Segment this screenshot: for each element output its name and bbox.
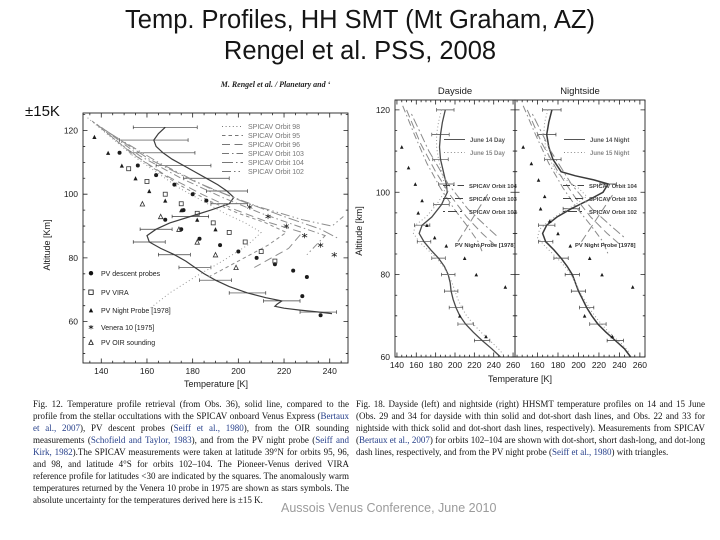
svg-text:100: 100 xyxy=(63,189,78,200)
conference-footer: Aussois Venus Conference, June 2010 xyxy=(281,501,497,515)
svg-text:Temperature [K]: Temperature [K] xyxy=(487,374,553,384)
svg-text:100: 100 xyxy=(375,187,390,198)
svg-text:60: 60 xyxy=(68,316,78,327)
svg-text:220: 220 xyxy=(591,360,607,370)
svg-text:Temperature [K]: Temperature [K] xyxy=(183,379,249,389)
svg-text:160: 160 xyxy=(139,366,155,376)
svg-text:PV OIR sounding: PV OIR sounding xyxy=(101,340,156,347)
svg-text:240: 240 xyxy=(612,360,627,370)
svg-text:PV descent probes: PV descent probes xyxy=(101,271,161,278)
fig18-dayside-nightside-chart xyxy=(352,85,718,395)
svg-text:SPICAV Orbit 103: SPICAV Orbit 103 xyxy=(469,197,517,203)
svg-text:SPICAV Orbit 102: SPICAV Orbit 102 xyxy=(469,210,517,216)
svg-text:120: 120 xyxy=(375,104,390,115)
fig18-caption: Fig. 18. Dayside (left) and nightside (right) HHSMT temperature profiles on 14 and 15 June (Obs. 29 and 34 for dayside with thin solid and dot-short dash lines, and Obs. 22 and 33 for nightside with thick solid and dot-short dash lines, respectively). Measurements from SPICAV (Bertaux et al., 2007) for orbits 102–104 are shown with dot-short, short dash-long, and dot-long dash lines, respectively, and from the PV night probe (Seiff et al., 1980) with triangles. xyxy=(356,399,706,457)
fig12-temperature-profile-chart xyxy=(36,95,352,395)
svg-text:SPICAV Orbit 98: SPICAV Orbit 98 xyxy=(248,124,301,131)
svg-text:PV VIRA: PV VIRA xyxy=(101,290,129,297)
journal-running-head: M. Rengel et al. / Planetary and ‘ xyxy=(220,80,331,89)
svg-text:160: 160 xyxy=(409,360,424,370)
slide-title-line2: Rengel et al. PSS, 2008 xyxy=(223,37,497,66)
svg-text:SPICAV Orbit 102: SPICAV Orbit 102 xyxy=(589,210,637,216)
svg-text:80: 80 xyxy=(68,252,78,263)
svg-text:240: 240 xyxy=(322,366,337,376)
svg-text:SPICAV Orbit 103: SPICAV Orbit 103 xyxy=(248,151,304,158)
slide-title-line1: Temp. Profiles, HH SMT (Mt Graham, AZ) xyxy=(125,6,595,34)
svg-text:220: 220 xyxy=(467,360,482,370)
svg-text:SPICAV Orbit 104: SPICAV Orbit 104 xyxy=(248,160,304,167)
svg-text:SPICAV Orbit 96: SPICAV Orbit 96 xyxy=(248,142,301,149)
svg-text:200: 200 xyxy=(571,360,586,370)
svg-text:Altitude [km]: Altitude [km] xyxy=(354,206,364,256)
svg-text:Dayside: Dayside xyxy=(437,86,473,97)
svg-text:80: 80 xyxy=(380,269,390,280)
svg-text:SPICAV Orbit 95: SPICAV Orbit 95 xyxy=(248,133,301,140)
svg-text:120: 120 xyxy=(63,125,78,136)
svg-text:Altitude [Km]: Altitude [Km] xyxy=(42,219,52,271)
uncertainty-label: ±15K xyxy=(25,103,60,120)
svg-text:PV Night Probe [1978]: PV Night Probe [1978] xyxy=(101,308,171,315)
svg-text:200: 200 xyxy=(231,366,246,376)
svg-text:140: 140 xyxy=(389,360,405,370)
svg-text:140: 140 xyxy=(94,366,109,376)
svg-text:260: 260 xyxy=(505,360,521,370)
svg-text:260: 260 xyxy=(632,360,647,370)
svg-text:180: 180 xyxy=(550,360,566,370)
fig12-caption: Fig. 12. Temperature profile retrieval (from Obs. 36), solid line, compared to the profile from the stellar occultations with the SPICAV onboard Venus Express (Bertaux et al., 2007), PV descent probes (Seiff et al., 1980), from the OIR sounding measurements (Schofield and Taylor, 1983), and from the PV night probe (Seiff and Kirk, 1982).The SPICAV measurements were taken at latitude 39°N for orbits 95, 96, and 98, and latitude 4°S for orbits 102–104. The Pioneer-Venus derived VIRA reference profile for latitudes <30 are indicated by the squares. The anomalously warm temperatures returned by the Venera 10 probe in 1975 are shown as stars symbols. The absolute uncertainty for the temperatures derived here is ±15 K. xyxy=(33,399,350,505)
slide-title xyxy=(0,5,720,67)
svg-text:240: 240 xyxy=(486,360,501,370)
svg-text:PV Night Probe [1978]: PV Night Probe [1978] xyxy=(455,243,516,249)
svg-text:220: 220 xyxy=(276,366,292,376)
svg-text:Nightside: Nightside xyxy=(560,86,600,97)
svg-text:SPICAV Orbit 104: SPICAV Orbit 104 xyxy=(589,184,637,190)
svg-text:June 14 Day: June 14 Day xyxy=(470,138,506,144)
svg-text:June 15 Day: June 15 Day xyxy=(470,151,506,157)
svg-text:SPICAV Orbit 103: SPICAV Orbit 103 xyxy=(589,197,637,203)
svg-text:SPICAV Orbit 104: SPICAV Orbit 104 xyxy=(469,184,517,190)
svg-text:SPICAV Orbit 102: SPICAV Orbit 102 xyxy=(248,169,304,176)
svg-text:180: 180 xyxy=(185,366,200,376)
svg-text:60: 60 xyxy=(380,352,390,362)
svg-text:180: 180 xyxy=(428,360,443,370)
svg-text:Venera 10 [1975]: Venera 10 [1975] xyxy=(101,325,155,332)
svg-text:PV Night Probe [1978]: PV Night Probe [1978] xyxy=(575,243,636,249)
svg-text:160: 160 xyxy=(530,360,545,370)
svg-text:June 14 Night: June 14 Night xyxy=(590,138,630,144)
svg-text:June 15 Night: June 15 Night xyxy=(590,151,630,157)
svg-text:200: 200 xyxy=(447,360,463,370)
